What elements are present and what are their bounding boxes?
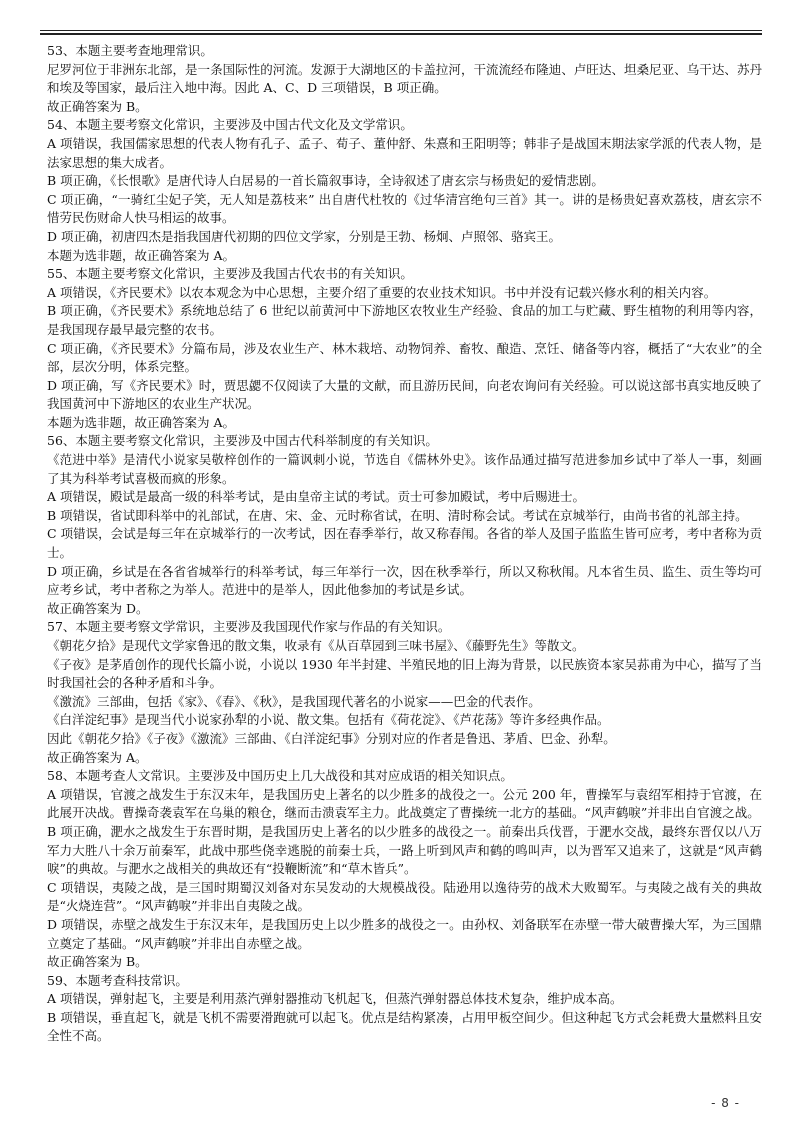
paragraph: 《子夜》是茅盾创作的现代长篇小说，小说以 1930 年半封建、半殖民地的旧上海为背景，以民族资本家吴荪甫为中心，描写了当时我国社会的各种矛盾和斗争。	[47, 656, 762, 691]
paragraph: 《朝花夕拾》是现代文学家鲁迅的散文集，收录有《从百草园到三味书屋》、《藤野先生》等散文。	[47, 638, 585, 653]
paragraph: 《激流》三部曲，包括《家》、《春》、《秋》，是我国现代著名的小说家——巴金的代表作。	[47, 693, 541, 709]
paragraph: 《范进中举》是清代小说家吴敬梓创作的一篇讽刺小说，节选自《儒林外史》。该作品通过描写范进参加乡试中了举人一事，刻画了其为科举考试喜极而疯的形象。	[47, 452, 762, 486]
paragraph: 59、本题考查科技常识。	[47, 972, 188, 988]
header-rule-thick	[40, 33, 762, 35]
paragraph: 55、本题主要考察文化常识，主要涉及我国古代农书的有关知识。	[47, 266, 413, 282]
paragraph: D 项正确，初唐四杰是指我国唐代初期的四位文学家，分别是王勃、杨炯、卢照邻、骆宾王。	[47, 228, 561, 244]
paragraph: 故正确答案为 B。	[47, 954, 148, 970]
paragraph: A 项错误，我国儒家思想的代表人物有孔子、孟子、荀子、董仲舒、朱熹和王阳明等；韩非子是战国末期法家学派的代表人物，是法家思想的集大成者。	[47, 135, 762, 170]
paragraph: A 项错误，《齐民要术》以农本观念为中心思想，主要介绍了重要的农业技术知识。书中并没有记载兴修水利的相关内容。	[47, 284, 717, 300]
paragraph: 54、本题主要考察文化常识，主要涉及中国古代文化及文学常识。	[47, 117, 413, 133]
paragraph: A 项错误，弹射起飞，主要是利用蒸汽弹射器推动飞机起飞，但蒸汽弹射器总体技术复杂，维护成本高。	[47, 991, 623, 1007]
paragraph: 57、本题主要考察文学常识，主要涉及我国现代作家与作品的有关知识。	[47, 619, 451, 635]
paragraph: D 项错误，赤壁之战发生于东汉末年，是我国历史上以少胜多的战役之一。由孙权、刘备联军在赤壁一带大破曹操大军，为三国鼎立奠定了基础。“风声鹤唳”并非出自赤壁之战。	[47, 916, 762, 951]
paragraph: 故正确答案为 B。	[47, 98, 148, 114]
paragraph: 本题为选非题，故正确答案为 A。	[47, 414, 236, 430]
paragraph: B 项正确，《齐民要术》系统地总结了 6 世纪以前黄河中下游地区农牧业生产经验、食品的加工与贮藏、野生植物的利用等内容，是我国现存最早最完整的农书。	[47, 303, 762, 337]
paragraph: B 项错误，省试即科举中的礼部试，在唐、宋、金、元时称省试，在明、清时称会试。考试在京城举行，由尚书省的礼部主持。	[47, 507, 748, 523]
paragraph: D 项正确，写《齐民要术》时，贾思勰不仅阅读了大量的文献，而且游历民间，向老农询问有关经验。可以说这部书真实地反映了我国黄河中下游地区的农业生产状况。	[47, 377, 762, 412]
header-rule	[40, 30, 762, 31]
paragraph: 53、本题主要考查地理常识。	[47, 43, 213, 58]
paragraph: B 项正确，淝水之战发生于东晋时期，是我国历史上著名的以少胜多的战役之一。前秦出兵伐晋，于淝水交战，最终东晋仅以八万军力大胜八十余万前秦军，此战中那些侥幸逃脱的前秦士兵，一路上听到风声和鹤的鸣叫声，以为晋军又追来了，这就是“风声鹤唳”的典故。与淝水之战相关的典故还有“投鞭断流”和“草木皆兵”。	[47, 823, 762, 877]
paragraph: C 项正确，“一骑红尘妃子笑，无人知是荔枝来” 出自唐代杜牧的《过华清宫绝句三首》其一。讲的是杨贵妃喜欢荔枝，唐玄宗不惜劳民伤财命人快马相运的故事。	[47, 191, 762, 226]
paragraph: 故正确答案为 A。	[47, 749, 148, 765]
paragraph: B 项正确，《长恨歌》是唐代诗人白居易的一首长篇叙事诗，全诗叙述了唐玄宗与杨贵妃的爱情悲剧。	[47, 173, 604, 189]
paragraph: 本题为选非题，故正确答案为 A。	[47, 247, 236, 263]
paragraph: A 项错误，殿试是最高一级的科举考试，是由皇帝主试的考试。贡士可参加殿试，考中后赐进士。	[47, 489, 586, 505]
page-number: - 8 -	[711, 1096, 740, 1110]
document-body	[47, 42, 762, 1046]
paragraph: 《白洋淀纪事》是现当代小说家孙犁的小说、散文集。包括有《荷花淀》、《芦花荡》等许多经典作品。	[47, 712, 610, 728]
paragraph: 58、本题考查人文常识。主要涉及中国历史上几大战役和其对应成语的相关知识点。	[47, 768, 513, 784]
paragraph: 因此《朝花夕拾》《子夜》《激流》三部曲、《白洋淀纪事》分别对应的作者是鲁迅、茅盾、巴金、孙犁。	[47, 730, 616, 746]
paragraph: 故正确答案为 D。	[47, 600, 149, 616]
paragraph: B 项错误，垂直起飞，就是飞机不需要滑跑就可以起飞。优点是结构紧凑，占用甲板空间少。但这种起飞方式会耗费大量燃料且安全性不高。	[47, 1009, 762, 1044]
paragraph: C 项正确，《齐民要术》分篇布局，涉及农业生产、林木栽培、动物饲养、畜牧、酿造、烹饪、储备等内容，概括了“大农业”的全部，层次分明，体系完整。	[47, 340, 762, 375]
paragraph: C 项错误，会试是每三年在京城举行的一次考试，因在春季举行，故又称春闱。各省的举人及国子监监生皆可应考，考中者称为贡士。	[47, 526, 762, 561]
paragraph: D 项正确，乡试是在各省省城举行的科举考试，每三年举行一次，因在秋季举行，所以又称秋闱。凡本省生员、监生、贡生等均可应考乡试，考中者称之为举人。范进中的是举人，因此他参加的考试是乡试。	[47, 563, 762, 598]
paragraph: 尼罗河位于非洲东北部，是一条国际性的河流。发源于大湖地区的卡盖拉河，干流流经布隆迪、卢旺达、坦桑尼亚、乌干达、苏丹和埃及等国家，最后注入地中海。因此 A、C、D 三项错误，B 项正确。	[47, 61, 762, 96]
paragraph: 56、本题主要考察文化常识，主要涉及中国古代科举制度的有关知识。	[47, 433, 438, 449]
paragraph: C 项错误，夷陵之战，是三国时期蜀汉刘备对东吴发动的大规模战役。陆逊用以逸待劳的战术大败蜀军。与夷陵之战有关的典故是“火烧连营”。“风声鹤唳”并非出自夷陵之战。	[47, 879, 762, 914]
paragraph: A 项错误，官渡之战发生于东汉末年，是我国历史上著名的以少胜多的战役之一。公元 200 年，曹操军与袁绍军相持于官渡，在此展开决战。曹操奇袭袁军在乌巢的粮仓，继而击溃袁军主力。此战奠定了曹操统一北方的基础。“风声鹤唳”并非出自官渡之战。	[47, 786, 762, 821]
